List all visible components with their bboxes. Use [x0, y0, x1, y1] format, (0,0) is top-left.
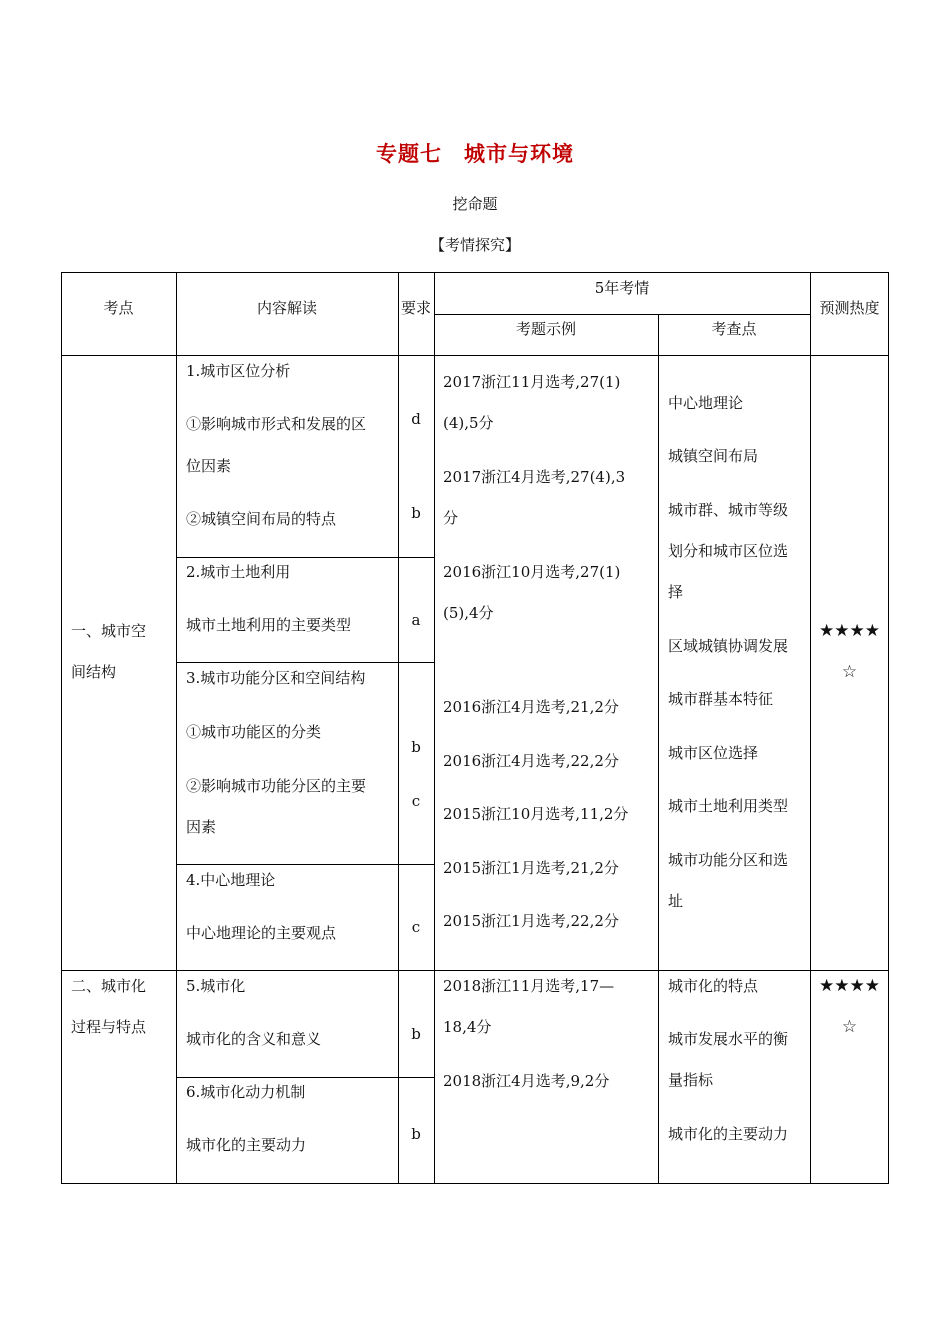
content-text: ②影响城市功能分区的主要	[186, 777, 367, 795]
header-shili: 考题示例	[515, 320, 576, 338]
content-text: 6.城市化动力机制	[186, 1083, 306, 1101]
exam-example: 2018浙江11月选考,17—	[443, 977, 615, 995]
exam-example: 2018浙江4月选考,9,2分	[443, 1072, 610, 1090]
table-rule	[176, 272, 177, 1184]
table-border-top	[61, 272, 889, 273]
exam-point: 城市功能分区和选	[668, 851, 789, 869]
exam-point: 量指标	[668, 1071, 714, 1089]
exam-example: 2016浙江10月选考,27(1)	[443, 563, 621, 581]
table-rule	[176, 1077, 434, 1078]
requirement-level: b	[411, 504, 421, 522]
content-text: ①影响城市形式和发展的区	[186, 415, 367, 433]
heat-rating: ★★★★	[819, 621, 880, 641]
header-kaocha: 考查点	[711, 320, 757, 338]
table-rule	[810, 272, 811, 1184]
exam-example: 2015浙江1月选考,21,2分	[443, 859, 619, 877]
header-redu: 预测热度	[819, 299, 880, 317]
content-text: 3.城市功能分区和空间结构	[186, 669, 366, 687]
exam-example: (5),4分	[443, 604, 494, 622]
exam-point: 城市发展水平的衡	[668, 1030, 789, 1048]
exam-point: 城市群基本特征	[668, 690, 774, 708]
header-neirong: 内容解读	[256, 299, 317, 317]
requirement-level: b	[411, 1125, 421, 1143]
table-rule	[434, 272, 435, 1184]
heat-rating: ☆	[841, 662, 858, 682]
exam-example: 分	[443, 509, 459, 527]
exam-example: 2017浙江11月选考,27(1)	[443, 373, 621, 391]
content-text: 因素	[186, 818, 217, 836]
table-rule	[176, 864, 434, 865]
topic-text: 间结构	[71, 663, 117, 681]
table-rule	[176, 662, 434, 663]
subtitle: 挖命题	[452, 195, 498, 213]
exam-point: 址	[668, 892, 684, 910]
table-border-bottom	[61, 1183, 889, 1184]
exam-point: 中心地理论	[668, 394, 744, 412]
page-title: 专题七 城市与环境	[376, 142, 574, 166]
content-text: 城市化的主要动力	[186, 1136, 307, 1154]
header-kaodian: 考点	[103, 299, 134, 317]
heat-rating: ☆	[841, 1017, 858, 1037]
table-rule	[398, 272, 399, 1184]
table-rule	[658, 314, 659, 1184]
exam-point: 城市群、城市等级	[668, 501, 789, 519]
table-rule	[61, 355, 889, 356]
topic-text: 过程与特点	[71, 1018, 147, 1036]
section-heading: 【考情探究】	[429, 236, 520, 254]
content-text: ②城镇空间布局的特点	[186, 510, 337, 528]
exam-example: 2016浙江4月选考,22,2分	[443, 752, 619, 770]
content-text: 位因素	[186, 457, 232, 475]
exam-example: (4),5分	[443, 414, 494, 432]
requirement-level: a	[411, 611, 421, 629]
exam-point: 城市土地利用类型	[668, 797, 789, 815]
requirement-level: b	[411, 1025, 421, 1043]
exam-analysis-table	[61, 272, 889, 1184]
table-rule	[176, 557, 434, 558]
content-text: 4.中心地理论	[186, 871, 276, 889]
heat-rating: ★★★★	[819, 976, 880, 996]
header-yaoqiu: 要求	[400, 299, 431, 317]
exam-example: 2015浙江1月选考,22,2分	[443, 912, 619, 930]
requirement-level: b	[411, 738, 421, 756]
content-text: 城市化的含义和意义	[186, 1030, 322, 1048]
content-text: 2.城市土地利用	[186, 563, 291, 581]
table-border-left	[61, 272, 62, 1184]
requirement-level: d	[411, 410, 421, 428]
exam-point: 划分和城市区位选	[668, 542, 789, 560]
exam-point: 择	[668, 583, 684, 601]
exam-point: 区域城镇协调发展	[668, 637, 789, 655]
header-wunian: 5年考情	[594, 279, 650, 297]
exam-example: 2016浙江4月选考,21,2分	[443, 698, 619, 716]
topic-text: 二、城市化	[71, 977, 147, 995]
content-text: 5.城市化	[186, 977, 246, 995]
content-text: ①城市功能区的分类	[186, 723, 322, 741]
requirement-level: c	[411, 792, 421, 810]
content-text: 1.城市区位分析	[186, 362, 291, 380]
exam-point: 城市化的特点	[668, 977, 759, 995]
exam-point: 城镇空间布局	[668, 447, 759, 465]
table-rule	[434, 314, 810, 315]
exam-example: 2017浙江4月选考,27(4),3	[443, 468, 626, 486]
table-rule	[61, 970, 889, 971]
content-text: 中心地理论的主要观点	[186, 924, 337, 942]
exam-point: 城市化的主要动力	[668, 1125, 789, 1143]
requirement-level: c	[411, 918, 421, 936]
content-text: 城市土地利用的主要类型	[186, 616, 352, 634]
exam-example: 2015浙江10月选考,11,2分	[443, 805, 629, 823]
exam-point: 城市区位选择	[668, 744, 759, 762]
table-border-right	[888, 272, 889, 1184]
exam-example: 18,4分	[443, 1018, 492, 1036]
topic-text: 一、城市空	[71, 622, 147, 640]
